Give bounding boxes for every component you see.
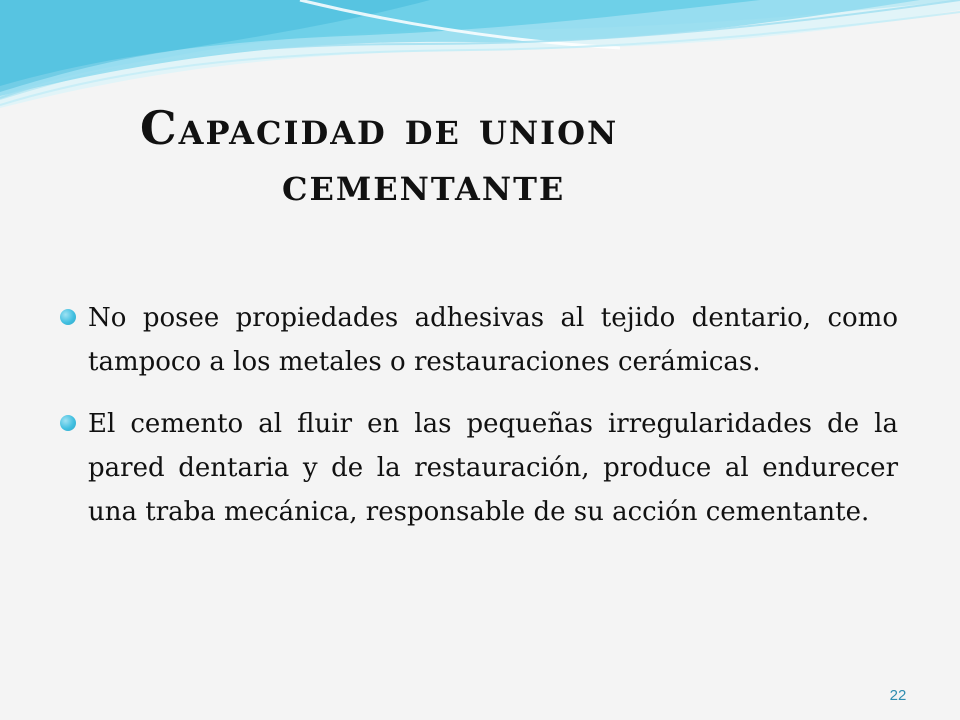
- bullet-item-1: [52, 296, 898, 384]
- bullet-dot-icon: [60, 415, 76, 431]
- page-number: 22: [889, 687, 907, 704]
- bullet-item-2: [52, 402, 898, 534]
- bullet-dot-icon: [60, 309, 76, 325]
- bullet-text-2: El cemento al fluir en las pequeñas irregularidades de la pared dentaria y de la restauración, produce al endurecer una traba mecánica, responsable de su acción cementante.: [88, 409, 898, 527]
- slide-title-line-2: cementante: [282, 157, 566, 211]
- slide-title-line-1: Capacidad de union: [140, 101, 619, 155]
- bullet-list: [52, 296, 898, 552]
- slide-title: [90, 100, 870, 212]
- bullet-text-1: No posee propiedades adhesivas al tejido dentario, como tampoco a los metales o restauraciones cerámicas.: [88, 303, 898, 377]
